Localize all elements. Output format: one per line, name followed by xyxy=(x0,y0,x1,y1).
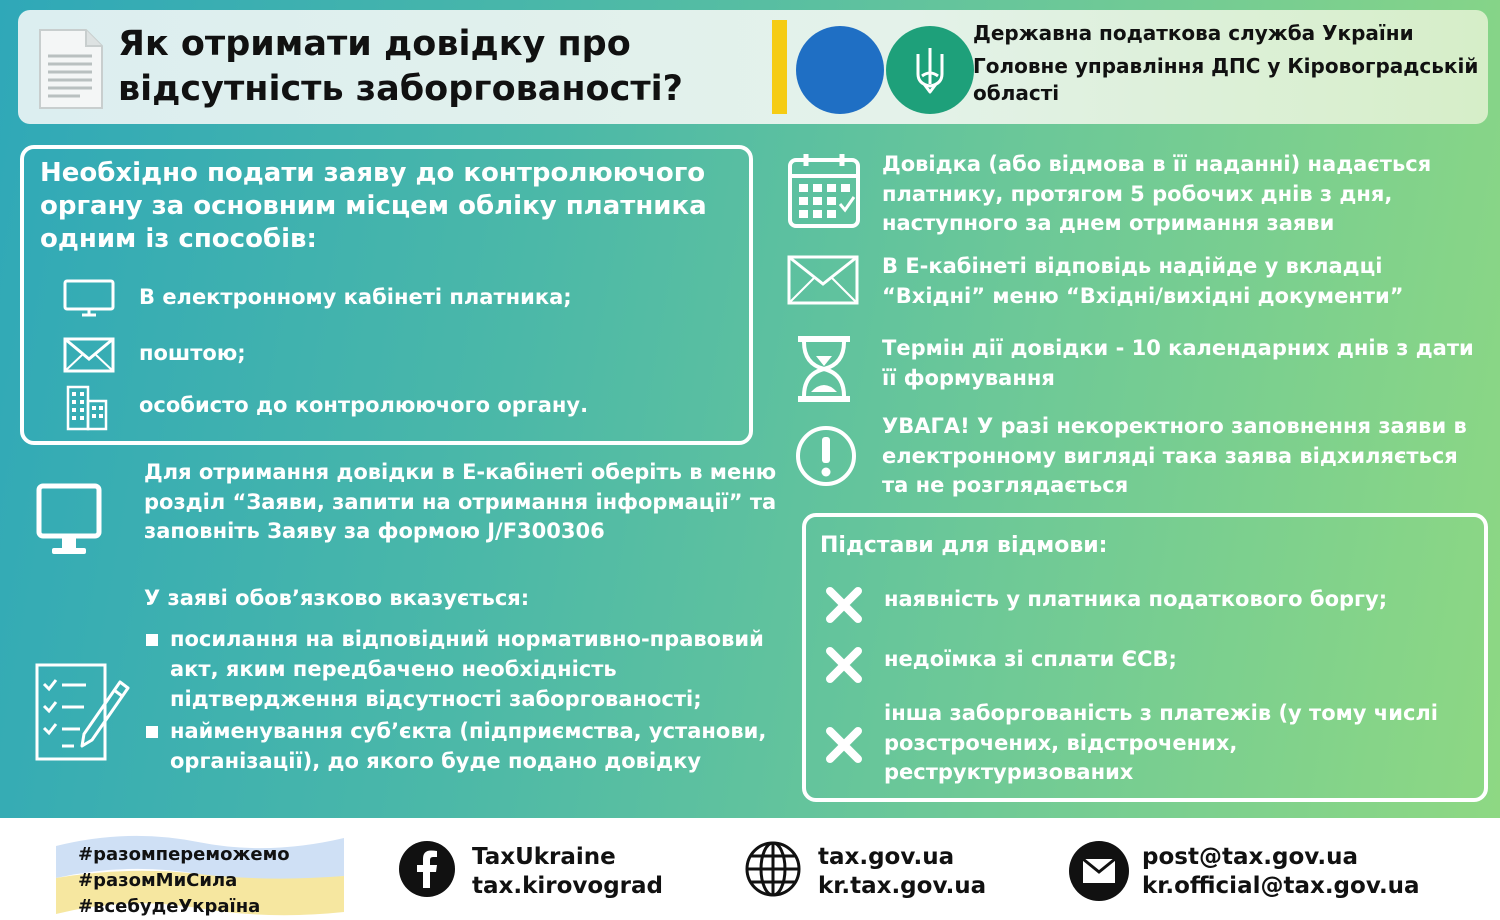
email-link[interactable]: kr.official@tax.gov.ua xyxy=(1142,873,1420,899)
website-contact xyxy=(744,840,1024,902)
required-item-text: найменування суб’єкта (підприємства, установи, організації), до якого буде подано довідку xyxy=(170,719,767,773)
hashtags xyxy=(48,828,358,918)
website-link[interactable]: kr.tax.gov.ua xyxy=(818,873,987,899)
facebook-contact xyxy=(398,840,698,902)
cross-icon xyxy=(824,645,864,685)
required-item xyxy=(144,716,784,776)
checklist-pen-icon xyxy=(34,662,130,762)
building-icon xyxy=(62,385,118,431)
info-text: Термін дії довідки - 10 календарних днів з дати її формування xyxy=(882,336,1474,390)
facebook-icon xyxy=(398,840,456,898)
computer-icon xyxy=(36,482,102,558)
monitor-icon xyxy=(62,277,118,323)
refusal-reasons-box xyxy=(802,513,1488,802)
hashtag[interactable]: #всебудеУкраїна xyxy=(78,896,261,917)
method-label: особисто до контролюючого органу. xyxy=(139,393,589,417)
trident-icon xyxy=(886,26,974,114)
cross-icon xyxy=(824,585,864,625)
website-link[interactable]: tax.gov.ua xyxy=(818,844,955,870)
calendar-icon xyxy=(786,150,862,230)
footer xyxy=(0,818,1500,920)
refusal-heading: Підстави для відмови: xyxy=(820,533,1108,558)
accent-divider xyxy=(772,20,787,114)
org-line1: Державна податкова служба України xyxy=(973,21,1414,45)
document-icon xyxy=(36,28,106,110)
required-item-text: посилання на відповідний нормативно-правовий акт, яким передбачено необхідність підтвердження відсутності заборгованості; xyxy=(170,627,764,711)
submission-methods-box xyxy=(20,145,753,445)
submission-intro: Необхідно подати заяву до контролюючого органу за основним місцем обліку платника одним із способів: xyxy=(40,158,707,254)
method-in-person xyxy=(62,385,722,431)
refusal-reason-text: недоїмка зі сплати ЄСВ; xyxy=(884,647,1177,671)
email-contact xyxy=(1068,840,1468,902)
must-include-heading: У заяві обов’язково вказується: xyxy=(144,586,530,610)
info-text: Довідка (або відмова в її наданні) надається платнику, протягом 5 робочих днів з дня, наступного за днем отримання заяви xyxy=(882,152,1432,235)
method-label: В електронному кабінеті платника; xyxy=(139,285,572,309)
info-text: В Е-кабінеті відповідь надійде у вкладці “Вхідні” меню “Вхідні/вихідні документи” xyxy=(882,254,1404,308)
organization-name xyxy=(973,20,1483,107)
warning-icon xyxy=(794,424,858,488)
header-banner xyxy=(18,10,1488,124)
org-line2: Головне управління ДПС у Кіровоградській області xyxy=(973,54,1479,105)
email-link[interactable]: post@tax.gov.ua xyxy=(1142,844,1359,870)
required-item xyxy=(144,624,784,714)
email-icon xyxy=(1068,840,1130,902)
refusal-reason-text: інша заборгованість з платежів (у тому числі розстрочених, відстрочених, реструктуризованих xyxy=(884,701,1438,784)
method-ecabinet xyxy=(62,277,722,323)
facebook-page[interactable]: TaxUkraine xyxy=(472,844,616,870)
logo-blue-circle xyxy=(796,26,884,114)
ecabinet-section xyxy=(0,458,800,808)
method-mail xyxy=(62,333,722,379)
hashtag[interactable]: #разомпереможемо xyxy=(78,844,290,865)
cross-icon xyxy=(824,725,864,765)
envelope-icon xyxy=(62,333,118,379)
refusal-reason-text: наявність у платника податкового боргу; xyxy=(884,587,1388,611)
bullet-square xyxy=(146,634,158,646)
logo-green-circle xyxy=(886,26,974,114)
method-label: поштою; xyxy=(139,341,246,365)
hourglass-icon xyxy=(796,334,852,404)
envelope-icon xyxy=(786,252,860,308)
facebook-page[interactable]: tax.kirovograd xyxy=(472,873,663,899)
hashtag[interactable]: #разомМиСила xyxy=(78,870,238,891)
bullet-square xyxy=(146,726,158,738)
page-title: Як отримати довідку про відсутність заборгованості? xyxy=(118,24,683,109)
globe-icon xyxy=(744,840,802,898)
info-text: УВАГА! У разі некоректного заповнення заяви в електронному вигляді така заява відхиляється та не розглядається xyxy=(882,414,1467,497)
ecabinet-instructions: Для отримання довідки в Е-кабінеті оберіть в меню розділ “Заяви, запити на отримання інформації” та заповніть Заяву за формою J/F300306 xyxy=(144,460,777,543)
